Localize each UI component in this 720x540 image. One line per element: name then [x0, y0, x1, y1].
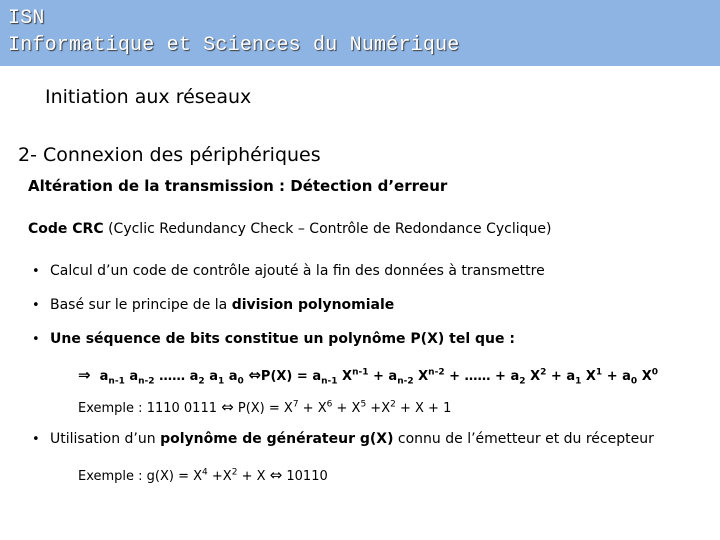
bullet-2-emphasis: division polynomiale	[231, 297, 395, 313]
bullet-text-2	[50, 297, 394, 313]
equivalence-icon: ⇔	[221, 398, 234, 416]
example-2: Exemple : $g(X) = X^4 +X^2 + X$ ⇔ 10110	[78, 466, 328, 484]
bullet-icon: •	[32, 298, 40, 313]
implies-icon: ⇒	[78, 366, 91, 384]
title-banner	[0, 0, 720, 66]
crc-definition	[28, 221, 551, 237]
example-1-label: Exemple :	[78, 401, 147, 416]
bullet-text-1: Calcul d’un code de contrôle ajouté à la fin des données à transmettre	[50, 263, 545, 279]
bullet-icon: •	[32, 264, 40, 279]
equivalence-icon: ⇔	[248, 366, 261, 384]
crc-description: (Cyclic Redundancy Check – Contrôle de Redondance Cyclique)	[108, 221, 552, 237]
example-1: Exemple : 1110 0111 ⇔ $P(X) = X^7 + X^6 + X^5 +X^2 + X + 1$	[78, 398, 452, 416]
example-2-code: 10110	[286, 469, 328, 484]
slide-subtitle: Altération de la transmission : Détection d’erreur	[28, 177, 448, 195]
bullet-text-4: Utilisation d’un polynôme de générateur g(X) connu de l’émetteur et du récepteur	[50, 431, 654, 447]
banner-subtitle: Informatique et Sciences du Numérique	[8, 34, 460, 57]
generator-polynomial: polynôme de générateur g(X)	[160, 431, 394, 447]
bullet-text-3: Une séquence de bits constitue un polynôme P(X) tel que :	[50, 331, 515, 347]
chapter-title: 2- Connexion des périphériques	[18, 144, 321, 166]
section-title: Initiation aux réseaux	[45, 86, 252, 108]
bullet-icon: •	[32, 332, 40, 347]
polynomial-formula: ⇒ $a_{n-1}$ $a_{n-2}$ …… $a_2$ $a_1$ $a_0$ ⇔P(X) = $a_{n-1}$ $X^{n-1} + a_{n-2}$ $X^{n-2}$ + …… + $a_2$ $X^2 + a_1$ $X^1 + a_0$ $X^0$	[78, 366, 659, 387]
banner-title: ISN	[8, 7, 45, 30]
equivalence-icon: ⇔	[269, 466, 283, 484]
bullet-icon: •	[32, 432, 40, 447]
crc-label: Code CRC	[28, 221, 104, 237]
example-1-bits: 1110 0111	[146, 401, 217, 416]
bullet-2-text: Basé sur le principe de la	[50, 297, 228, 313]
